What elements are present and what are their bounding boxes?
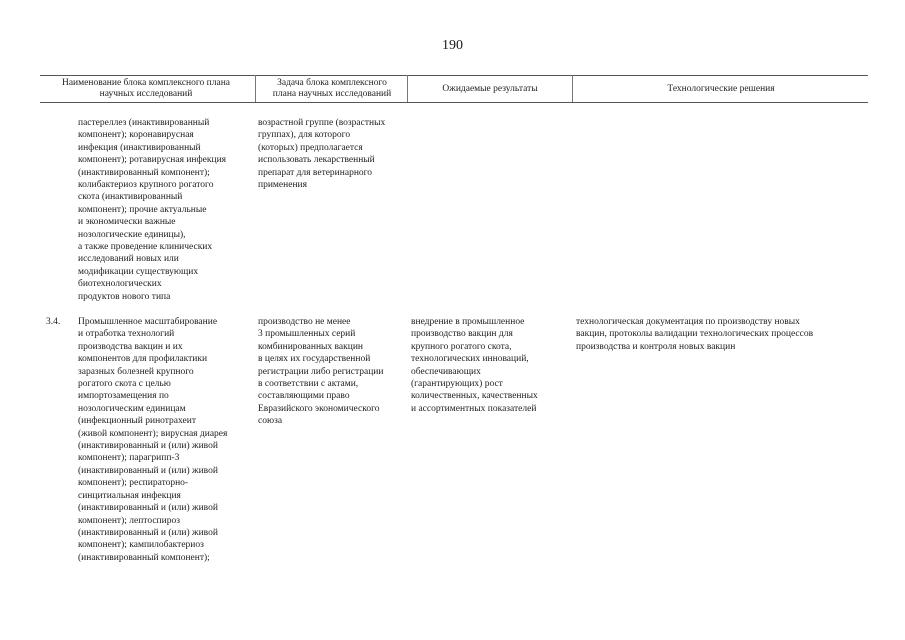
row-3-4-technological-solutions-cell: технологическая документация по производству новых вакцин, протоколы валидации технологических процессов производства и контроля новых вакцин xyxy=(576,317,814,352)
row-3-4-block-task-cell: производство не менее 3 промышленных серий комбинированных вакцин в целях их государственной регистрации либо регистрации в соответствии с актами, составляющими право Евразийского экономического союза xyxy=(258,317,384,427)
header-divider xyxy=(572,75,573,102)
header-block-name: Наименование блока комплексного плана научных исследований xyxy=(61,78,231,99)
continuation-block-name-cell: пастереллез (инактивированный компонент); коронавирусная инфекция (инактивированный компонент); ротавирусная инфекция (инактивированный компонент); колибактериоз крупного рогатого скота (инактивированный компонент); прочие актуальные и экономически важные нозологические единицы), а также проведение клинических исследований новых или модификации существующих биотехнологических продуктов нового типа xyxy=(78,118,227,302)
row-3-4-expected-results-cell: внедрение в промышленное производство вакцин для крупного рогатого скота, технологических инноваций, обеспечивающих (гарантирующих) рост количественных, качественных и ассортиментных показателей xyxy=(411,317,538,414)
row-3-4-block-name-cell: Промышленное масштабирование и отработка технологий производства вакцин и их компонентов для профилактики заразных болезней крупного рогатого скота с целью импортозамещения по нозологическим единицам (инфекционный ринотрахеит (живой компонент); вирусная диарея (инактивированный и (или) живой компонент); парагрипп-3 (инактивированный и (или) живой компонент); респираторно- синцитиальная инфекция (инактивированный и (или) живой компонент); лептоспироз (инактивированный и (или) живой компонент); кампилобактериоз (инактивированный компонент); xyxy=(78,317,228,563)
row-number: 3.4. xyxy=(46,317,61,327)
table-header-bottom-rule xyxy=(40,102,868,103)
header-divider xyxy=(255,75,256,102)
table-header-top-rule xyxy=(40,75,868,76)
header-expected-results: Ожидаемые результаты xyxy=(442,84,538,94)
page-number: 190 xyxy=(442,38,463,53)
continuation-block-task-cell: возрастной группе (возрастных группах), для которого (которых) предполагается использовать лекарственный препарат для ветеринарного применения xyxy=(258,118,386,191)
header-divider xyxy=(407,75,408,102)
header-block-task: Задача блока комплексного плана научных исследований xyxy=(272,78,392,99)
header-technological-solutions: Технологические решения xyxy=(667,84,775,94)
